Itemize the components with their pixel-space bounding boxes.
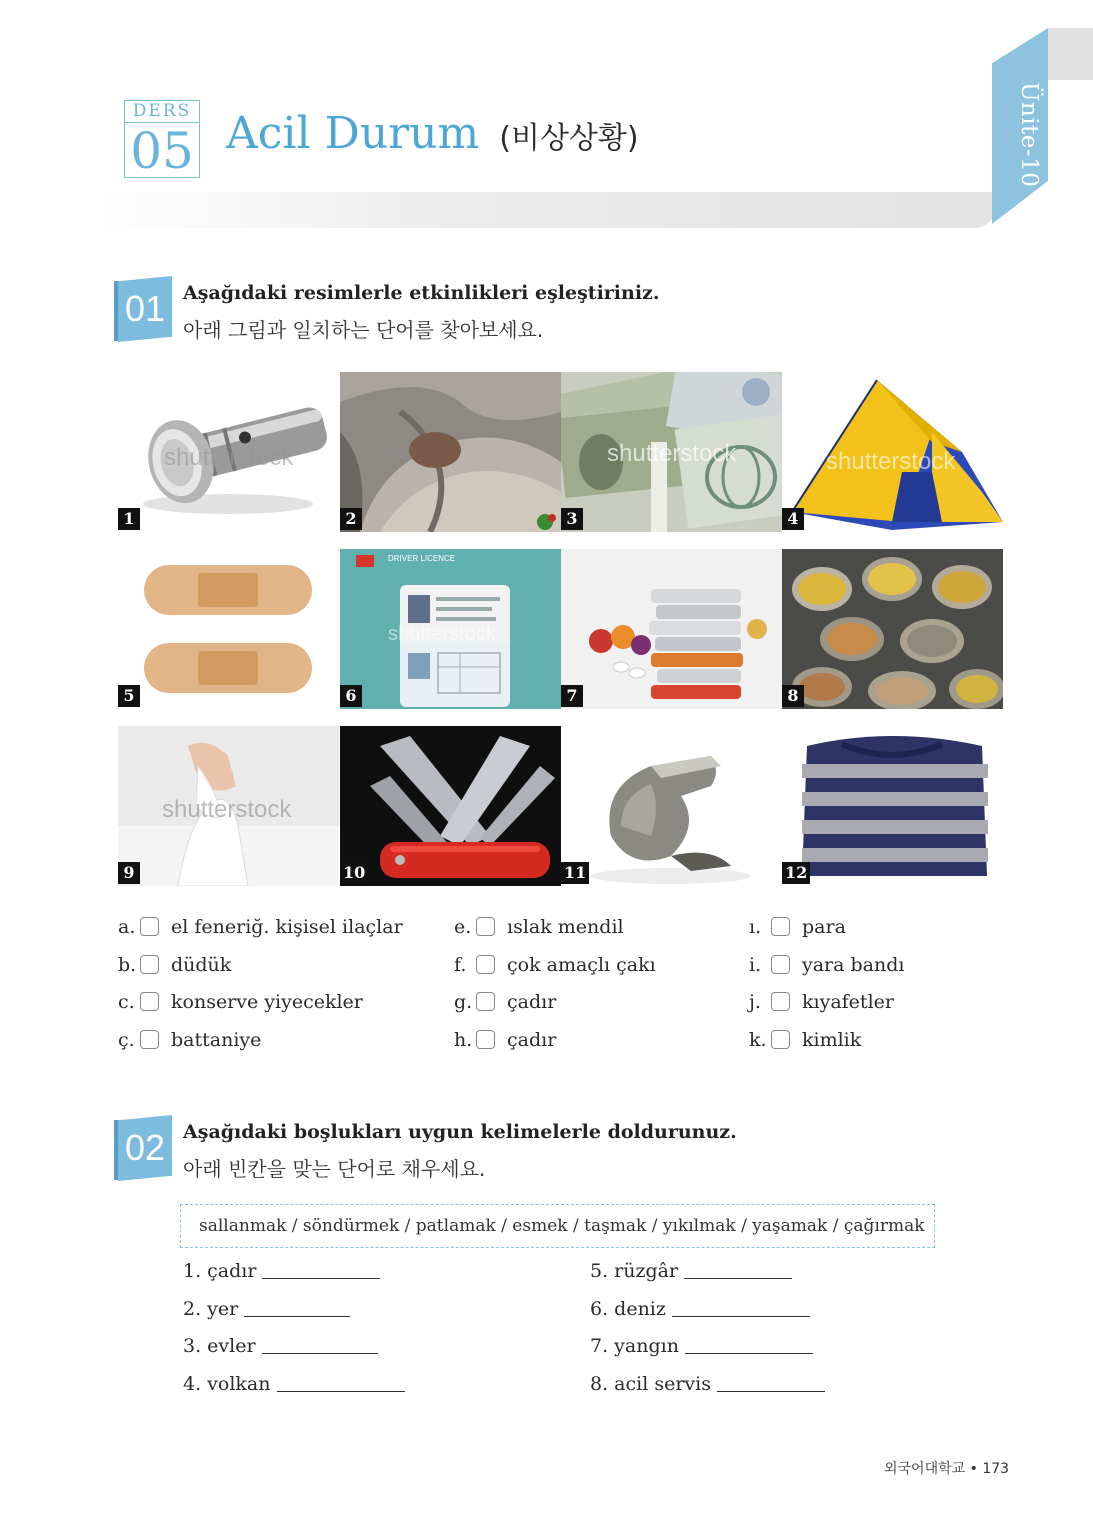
footer-school: 외국어대학교: [884, 1461, 966, 1477]
answer-blank[interactable]: [717, 1374, 825, 1392]
image-tent: [782, 372, 1003, 532]
fill-item-6: [590, 1298, 810, 1320]
image-money: [561, 372, 782, 532]
answer-blank[interactable]: [277, 1374, 405, 1392]
option-c: [118, 991, 363, 1021]
option-text: para: [802, 916, 846, 938]
image-number: 4: [782, 508, 804, 530]
fill-item-label: 3. evler: [183, 1335, 256, 1357]
answer-blank[interactable]: [262, 1336, 378, 1354]
fill-item-1: [183, 1260, 380, 1282]
image-medicine: [561, 549, 782, 709]
fill-item-7: [590, 1335, 813, 1357]
image-number: 7: [561, 685, 583, 707]
page-subtitle: (비상상황): [499, 121, 639, 156]
image-whistle: [561, 726, 782, 886]
image-number: 3: [561, 508, 583, 530]
option-h: [454, 1029, 556, 1059]
answer-checkbox[interactable]: [140, 955, 159, 974]
blanket-illustration: [340, 372, 561, 532]
fill-item-label: 6. deniz: [590, 1298, 666, 1320]
unit-tab-label: Ünite-10: [1016, 82, 1042, 188]
option-text: el feneriğ. kişisel ilaçlar: [171, 916, 403, 938]
fill-item-4: [183, 1373, 405, 1395]
answer-checkbox[interactable]: [476, 1030, 495, 1049]
option-text: çok amaçlı çakı: [507, 954, 656, 976]
answer-checkbox[interactable]: [771, 992, 790, 1011]
page-number: 173: [982, 1461, 1010, 1477]
fill-item-label: 7. yangın: [590, 1335, 679, 1357]
fill-item-2: [183, 1298, 350, 1320]
image-id-card: [340, 549, 561, 709]
answer-checkbox[interactable]: [476, 955, 495, 974]
image-number: 1: [118, 508, 140, 530]
watermark: shutterstock: [388, 623, 496, 645]
unit-tab-corner: [1046, 28, 1093, 80]
image-bandage: [118, 549, 339, 709]
answer-checkbox[interactable]: [476, 917, 495, 936]
option-text: battaniye: [171, 1029, 262, 1051]
image-canned-food: [782, 549, 1003, 709]
option-letter: ç.: [118, 1029, 135, 1051]
answer-checkbox[interactable]: [140, 917, 159, 936]
option-letter: k.: [749, 1029, 767, 1051]
lesson-badge-label: DERS: [124, 101, 200, 123]
header-band: [100, 192, 995, 228]
fill-item-5: [590, 1260, 792, 1282]
option-letter: g.: [454, 991, 473, 1013]
whistle-illustration: [561, 726, 782, 886]
option-text: konserve yiyecekler: [171, 991, 363, 1013]
bandage-illustration: [118, 549, 339, 709]
watermark: shutterstock: [162, 796, 292, 823]
image-flashlight: [118, 372, 339, 532]
image-number: 10: [340, 862, 368, 884]
image-blanket: [340, 372, 561, 532]
answer-blank[interactable]: [672, 1299, 810, 1317]
footer-separator: •: [969, 1461, 978, 1477]
section-02-instruction-tr: Aşağıdaki boşlukları uygun kelimelerle doldurunuz.: [183, 1121, 737, 1143]
image-number: 8: [782, 685, 804, 707]
option-letter: f.: [454, 954, 467, 976]
fill-item-3: [183, 1335, 378, 1357]
fill-item-label: 5. rüzgâr: [590, 1260, 679, 1282]
fill-item-label: 8. acil servis: [590, 1373, 711, 1395]
answer-blank[interactable]: [262, 1261, 380, 1279]
image-number: 5: [118, 685, 140, 707]
option-i: [749, 954, 904, 984]
answer-checkbox[interactable]: [771, 917, 790, 936]
answer-checkbox[interactable]: [476, 992, 495, 1011]
section-01-instruction-ko: 아래 그림과 일치하는 단어를 찾아보세요.: [183, 318, 544, 342]
option-text: çadır: [507, 1029, 557, 1051]
image-number: 2: [340, 508, 362, 530]
option-j: [749, 991, 894, 1021]
option-a: [118, 916, 403, 946]
option-text: kimlik: [802, 1029, 862, 1051]
option-b: [118, 954, 231, 984]
option-letter: i.: [749, 954, 762, 976]
option-text: düdük: [171, 954, 232, 976]
option-letter: j.: [749, 991, 761, 1013]
image-number: 12: [782, 862, 810, 884]
watermark: shutterstock: [164, 444, 294, 471]
card-heading: DRIVER LICENCE: [388, 554, 456, 563]
word-bank: sallanmak / söndürmek / patlamak / esmek / taşmak / yıkılmak / yaşamak / çağırmak: [180, 1204, 935, 1248]
option-f: [454, 954, 656, 984]
answer-blank[interactable]: [685, 1336, 813, 1354]
option-letter: a.: [118, 916, 136, 938]
option-text: kıyafetler: [802, 991, 894, 1013]
image-number: 6: [340, 685, 362, 707]
option-g: [454, 991, 556, 1021]
answer-blank[interactable]: [684, 1261, 792, 1279]
page-title: [226, 108, 639, 168]
option-text: ıslak mendil: [507, 916, 624, 938]
lesson-badge-number: 05: [130, 122, 194, 180]
fill-item-label: 4. volkan: [183, 1373, 271, 1395]
watermark: shutterstock: [607, 440, 737, 467]
option-text: yara bandı: [802, 954, 905, 976]
canned-food-illustration: [782, 549, 1003, 709]
image-number: 9: [118, 862, 140, 884]
answer-checkbox[interactable]: [771, 1030, 790, 1049]
option-dotless-i: [749, 916, 846, 946]
page-footer: [884, 1458, 1009, 1478]
fill-item-label: 2. yer: [183, 1298, 239, 1320]
image-number: 11: [561, 862, 589, 884]
watermark: shutterstock: [826, 448, 956, 475]
answer-blank[interactable]: [244, 1299, 350, 1317]
option-e: [454, 916, 624, 946]
option-text: çadır: [507, 991, 557, 1013]
image-pocket-knife: [340, 726, 561, 886]
image-wet-wipes: [118, 726, 339, 886]
section-02-number: 02: [124, 1127, 166, 1168]
answer-checkbox[interactable]: [140, 992, 159, 1011]
option-c-cedilla: [118, 1029, 261, 1059]
option-k: [749, 1029, 861, 1059]
section-01-instruction-tr: Aşağıdaki resimlerle etkinlikleri eşleştiriniz.: [183, 282, 660, 304]
medicine-illustration: [561, 549, 782, 709]
page-title-text: Acil Durum: [226, 108, 480, 159]
sweater-illustration: [782, 726, 1003, 886]
section-01-number: 01: [124, 288, 166, 329]
fill-item-label: 1. çadır: [183, 1260, 257, 1282]
option-letter: c.: [118, 991, 135, 1013]
option-letter: b.: [118, 954, 137, 976]
option-letter: ı.: [749, 916, 762, 938]
section-02-instruction-ko: 아래 빈칸을 맞는 단어로 채우세요.: [183, 1157, 486, 1181]
answer-checkbox[interactable]: [771, 955, 790, 974]
pocket-knife-illustration: [340, 726, 561, 886]
option-letter: h.: [454, 1029, 473, 1051]
fill-item-8: [590, 1373, 825, 1395]
option-letter: e.: [454, 916, 472, 938]
image-sweater: [782, 726, 1003, 886]
answer-checkbox[interactable]: [140, 1030, 159, 1049]
